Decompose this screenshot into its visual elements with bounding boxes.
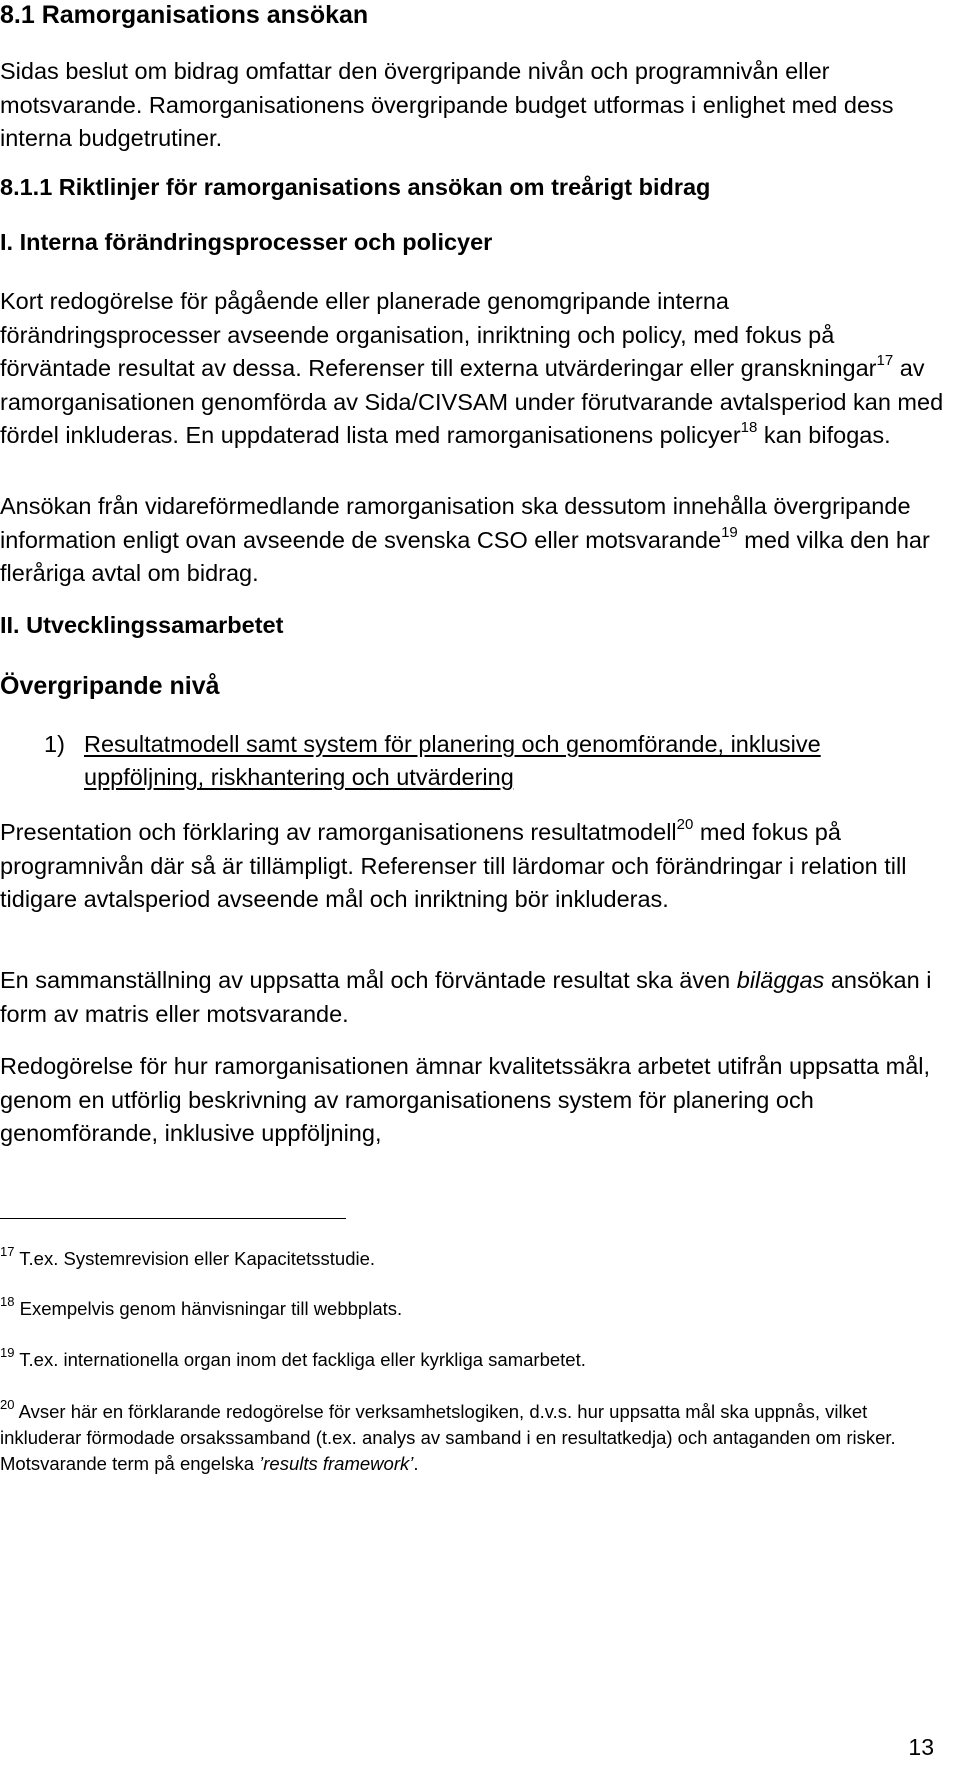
paragraph-redogorelse <box>0 1050 948 1151</box>
footnote-text: . <box>413 1453 419 1474</box>
subsection-heading-8-1-1: 8.1.1 Riktlinjer för ramorganisations ansökan om treårigt bidrag <box>0 174 711 200</box>
paragraph-text: ansökan i form av matris eller motsvarande. <box>0 967 932 1027</box>
footnote-number: 18 <box>0 1294 15 1309</box>
footnote-number: 19 <box>0 1345 15 1360</box>
intro-paragraph <box>0 55 948 156</box>
paragraph-text: Ansökan från vidareförmedlande ramorganisation ska dessutom innehålla övergripande information enligt ovan avseende de svenska CSO eller motsvarande <box>0 493 911 553</box>
paragraph-text: Kort redogörelse för pågående eller planerade genomgripande interna förändringsprocesser avseende organisation, inriktning och policy, med fokus på förväntade resultat av dessa. Referenser till externa utvärderingar eller granskningar <box>0 288 877 381</box>
paragraph-text: kan bifogas. <box>757 422 891 448</box>
intro-text: Sidas beslut om bidrag omfattar den övergripande nivån och programnivån eller motsvarande. Ramorganisationens övergripande budget utformas i enlighet med dess interna budgetrutiner. <box>0 58 894 151</box>
footnote-text: T.ex. Systemrevision eller Kapacitetsstudie. <box>19 1248 376 1269</box>
footnote-ref-19[interactable]: 19 <box>721 523 738 541</box>
item-title: Resultatmodell samt system för planering och genomförande, inklusive uppföljning, riskhantering och utvärdering <box>84 731 821 790</box>
emphasis-text: biläggas <box>736 967 825 993</box>
heading-overgripande-niva: Övergripande nivå <box>0 672 220 700</box>
paragraph-text: av ramorganisationen genomförda av Sida/CIVSAM under förutvarande avtalsperiod kan med fördel inkluderas. En uppdaterad lista med ramorganisationens policyer <box>0 355 944 448</box>
section-heading-utvecklingssamarbetet: II. Utvecklingssamarbetet <box>0 612 284 638</box>
paragraph-text: En sammanställning av uppsatta mål och förväntade resultat ska även <box>0 967 737 993</box>
item-number: 1) <box>44 731 65 757</box>
page-number: 13 <box>908 1734 934 1760</box>
footnote-text: T.ex. internationella organ inom det fackliga eller kyrkliga samarbetet. <box>19 1349 586 1370</box>
section-heading-8-1: 8.1 Ramorganisations ansökan <box>0 1 369 29</box>
paragraph-text: med fokus på programnivån där så är tillämpligt. Referenser till lärdomar och förändringar i relation till tidigare avtalsperiod avseende mål och inriktning bör inkluderas. <box>0 819 907 912</box>
footnote-ref-18[interactable]: 18 <box>740 419 758 436</box>
footnote-ref-20[interactable]: 20 <box>676 816 694 833</box>
paragraph-text: Presentation och förklaring av ramorganisationens resultatmodell <box>0 819 677 845</box>
paragraph-interna <box>0 285 948 453</box>
paragraph-sammanstallning <box>0 964 948 1031</box>
footnote-17 <box>0 1246 948 1272</box>
section-heading-interna: I. Interna förändringsprocesser och policyer <box>0 229 493 255</box>
paragraph-text: med vilka den har fleråriga avtal om bidrag. <box>0 526 930 586</box>
footnote-text: Avser här en förklarande redogörelse för verksamhetslogiken, d.v.s. hur uppsatta mål ska uppnås, vilket inkluderar förmodade orsakssamband (t.ex. analys av samband i en resultatkedja) och antaganden om risker. Motsvarande term på engelska <box>0 1401 896 1474</box>
footnote-number: 17 <box>0 1244 15 1259</box>
footnote-18 <box>0 1296 948 1322</box>
emphasis-text: ’results framework’ <box>259 1453 414 1474</box>
numbered-item-1 <box>44 728 924 794</box>
paragraph-text: Redogörelse för hur ramorganisationen ämnar kvalitetssäkra arbetet utifrån uppsatta mål, genom en utförlig beskrivning av ramorganisationens system för planering och genomförande, inklusive uppföljning, <box>0 1053 931 1146</box>
footnote-20 <box>0 1399 948 1477</box>
footnote-ref-17[interactable]: 17 <box>876 352 894 369</box>
footnote-text: Exempelvis genom hänvisningar till webbplats. <box>19 1298 403 1319</box>
paragraph-vidareformedlande <box>0 490 948 591</box>
paragraph-resultatmodell <box>0 816 948 917</box>
footnote-19 <box>0 1347 948 1373</box>
footnote-divider <box>0 1218 346 1219</box>
footnote-number: 20 <box>0 1397 15 1412</box>
